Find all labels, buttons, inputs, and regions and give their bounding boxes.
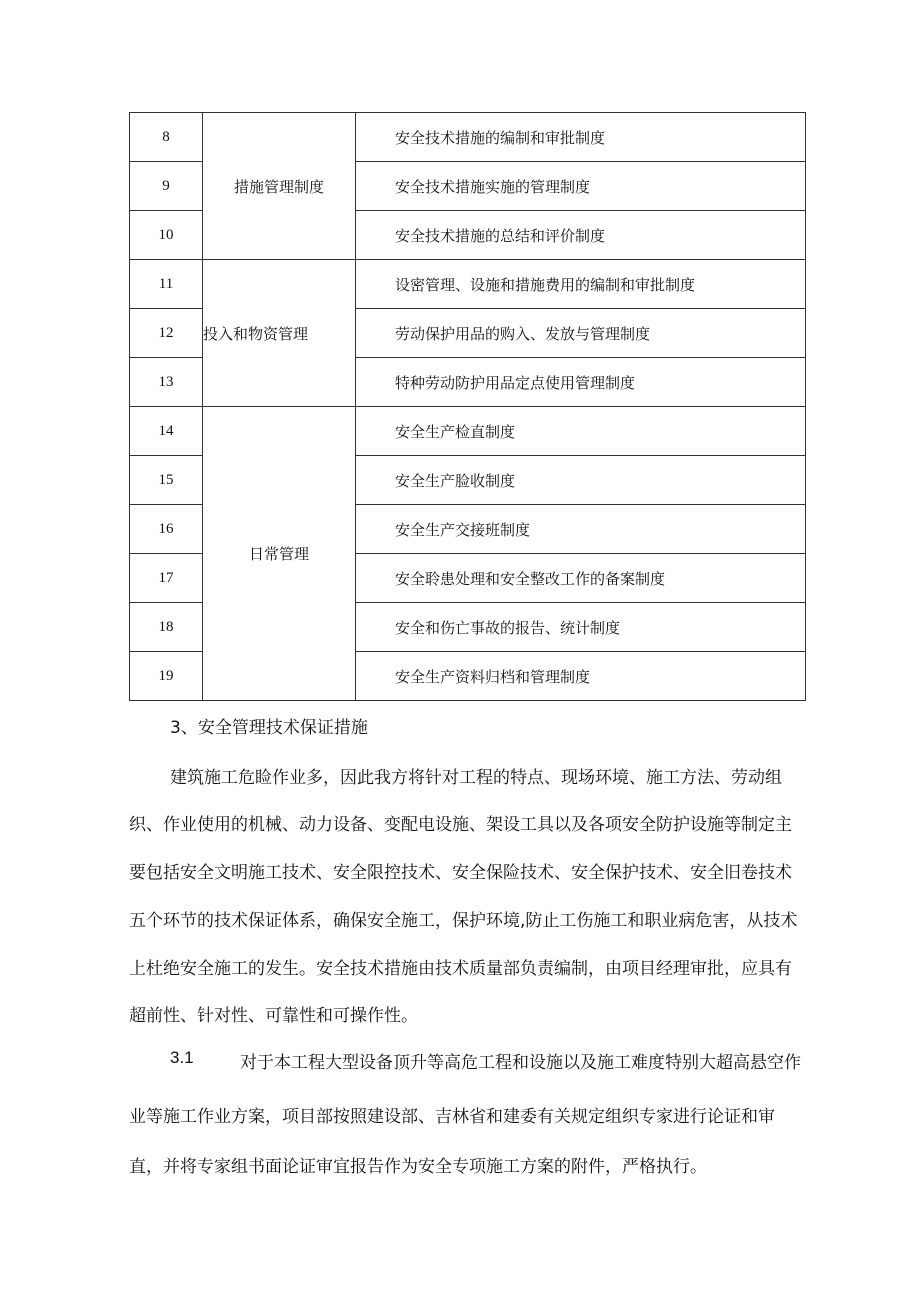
paragraph-line: 超前性、针对性、可靠性和可操作性。 xyxy=(129,1006,418,1026)
table-row xyxy=(130,260,806,309)
regulation-item: 安全聆患处理和安全整改工作的备案制度 xyxy=(356,554,806,603)
row-number: 19 xyxy=(130,652,203,701)
regulation-item: 安全和伤亡事故的报告、统计制度 xyxy=(356,603,806,652)
regulation-item: 安全技术措施的总结和评价制度 xyxy=(356,211,806,260)
regulation-item: 安全技术措施的编制和审批制度 xyxy=(356,113,806,162)
row-number: 10 xyxy=(130,211,203,260)
row-number: 12 xyxy=(130,309,203,358)
regulation-item: 安全生产交接班制度 xyxy=(356,505,806,554)
paragraph-line: 业等施工作业方案，项目部按照建设部、吉林省和建委有关规定组织专家进行论证和审 xyxy=(129,1107,775,1127)
paragraph-line: 建筑施工危睑作业多，因此我方将针对工程的特点、现场环境、施工方法、劳动组 xyxy=(170,768,782,788)
row-number: 8 xyxy=(130,113,203,162)
row-number: 15 xyxy=(130,456,203,505)
regulation-item: 劳动保护用品的购入、发放与管理制度 xyxy=(356,309,806,358)
paragraph-line: 对于本工程大型设备顶升等高危工程和设施以及施工难度特别大超高悬空作 xyxy=(240,1053,801,1073)
regulation-item: 特种劳动防护用品定点使用管理制度 xyxy=(356,358,806,407)
table-row xyxy=(130,407,806,456)
row-number: 14 xyxy=(130,407,203,456)
paragraph-line: 要包括安全文明施工技术、安全限控技术、安全保险技术、安全保护技术、安全旧卷技术 xyxy=(129,863,792,883)
row-number: 13 xyxy=(130,358,203,407)
row-number: 17 xyxy=(130,554,203,603)
row-number: 11 xyxy=(130,260,203,309)
paragraph-line: 五个环节的技术保证体系，确保安全施工，保护环境,防止工伤施工和职业病危害，从技术 xyxy=(129,911,798,931)
regulation-table xyxy=(129,112,806,701)
category-cell: 措施管理制度 xyxy=(203,113,356,260)
regulation-item: 安全生产检直制度 xyxy=(356,407,806,456)
paragraph-line: 织、作业使用的机械、动力设备、变配电设施、架设工具以及各项安全防护设施等制定主 xyxy=(129,815,792,835)
section-heading: 3、安全管理技术保证措施 xyxy=(170,718,368,738)
category-cell: 投入和物资管理 xyxy=(203,260,356,407)
regulation-item: 安全生产脸收制度 xyxy=(356,456,806,505)
paragraph-line: 直，并将专家组书面论证审宜报告作为安全专项施工方案的附件，严格执行。 xyxy=(129,1157,707,1177)
subsection-number: 3.1 xyxy=(170,1048,194,1067)
regulation-item: 安全生产资料归档和管理制度 xyxy=(356,652,806,701)
regulation-item: 设密管理、设施和措施费用的编制和审批制度 xyxy=(356,260,806,309)
row-number: 9 xyxy=(130,162,203,211)
row-number: 16 xyxy=(130,505,203,554)
row-number: 18 xyxy=(130,603,203,652)
regulation-item: 安全技术措施实施的管理制度 xyxy=(356,162,806,211)
table-row xyxy=(130,113,806,162)
paragraph-line: 上杜绝安全施工的发生。安全技术措施由技术质量部负责编制，由项目经理审批，应具有 xyxy=(129,959,792,979)
category-cell: 日常管理 xyxy=(203,407,356,701)
